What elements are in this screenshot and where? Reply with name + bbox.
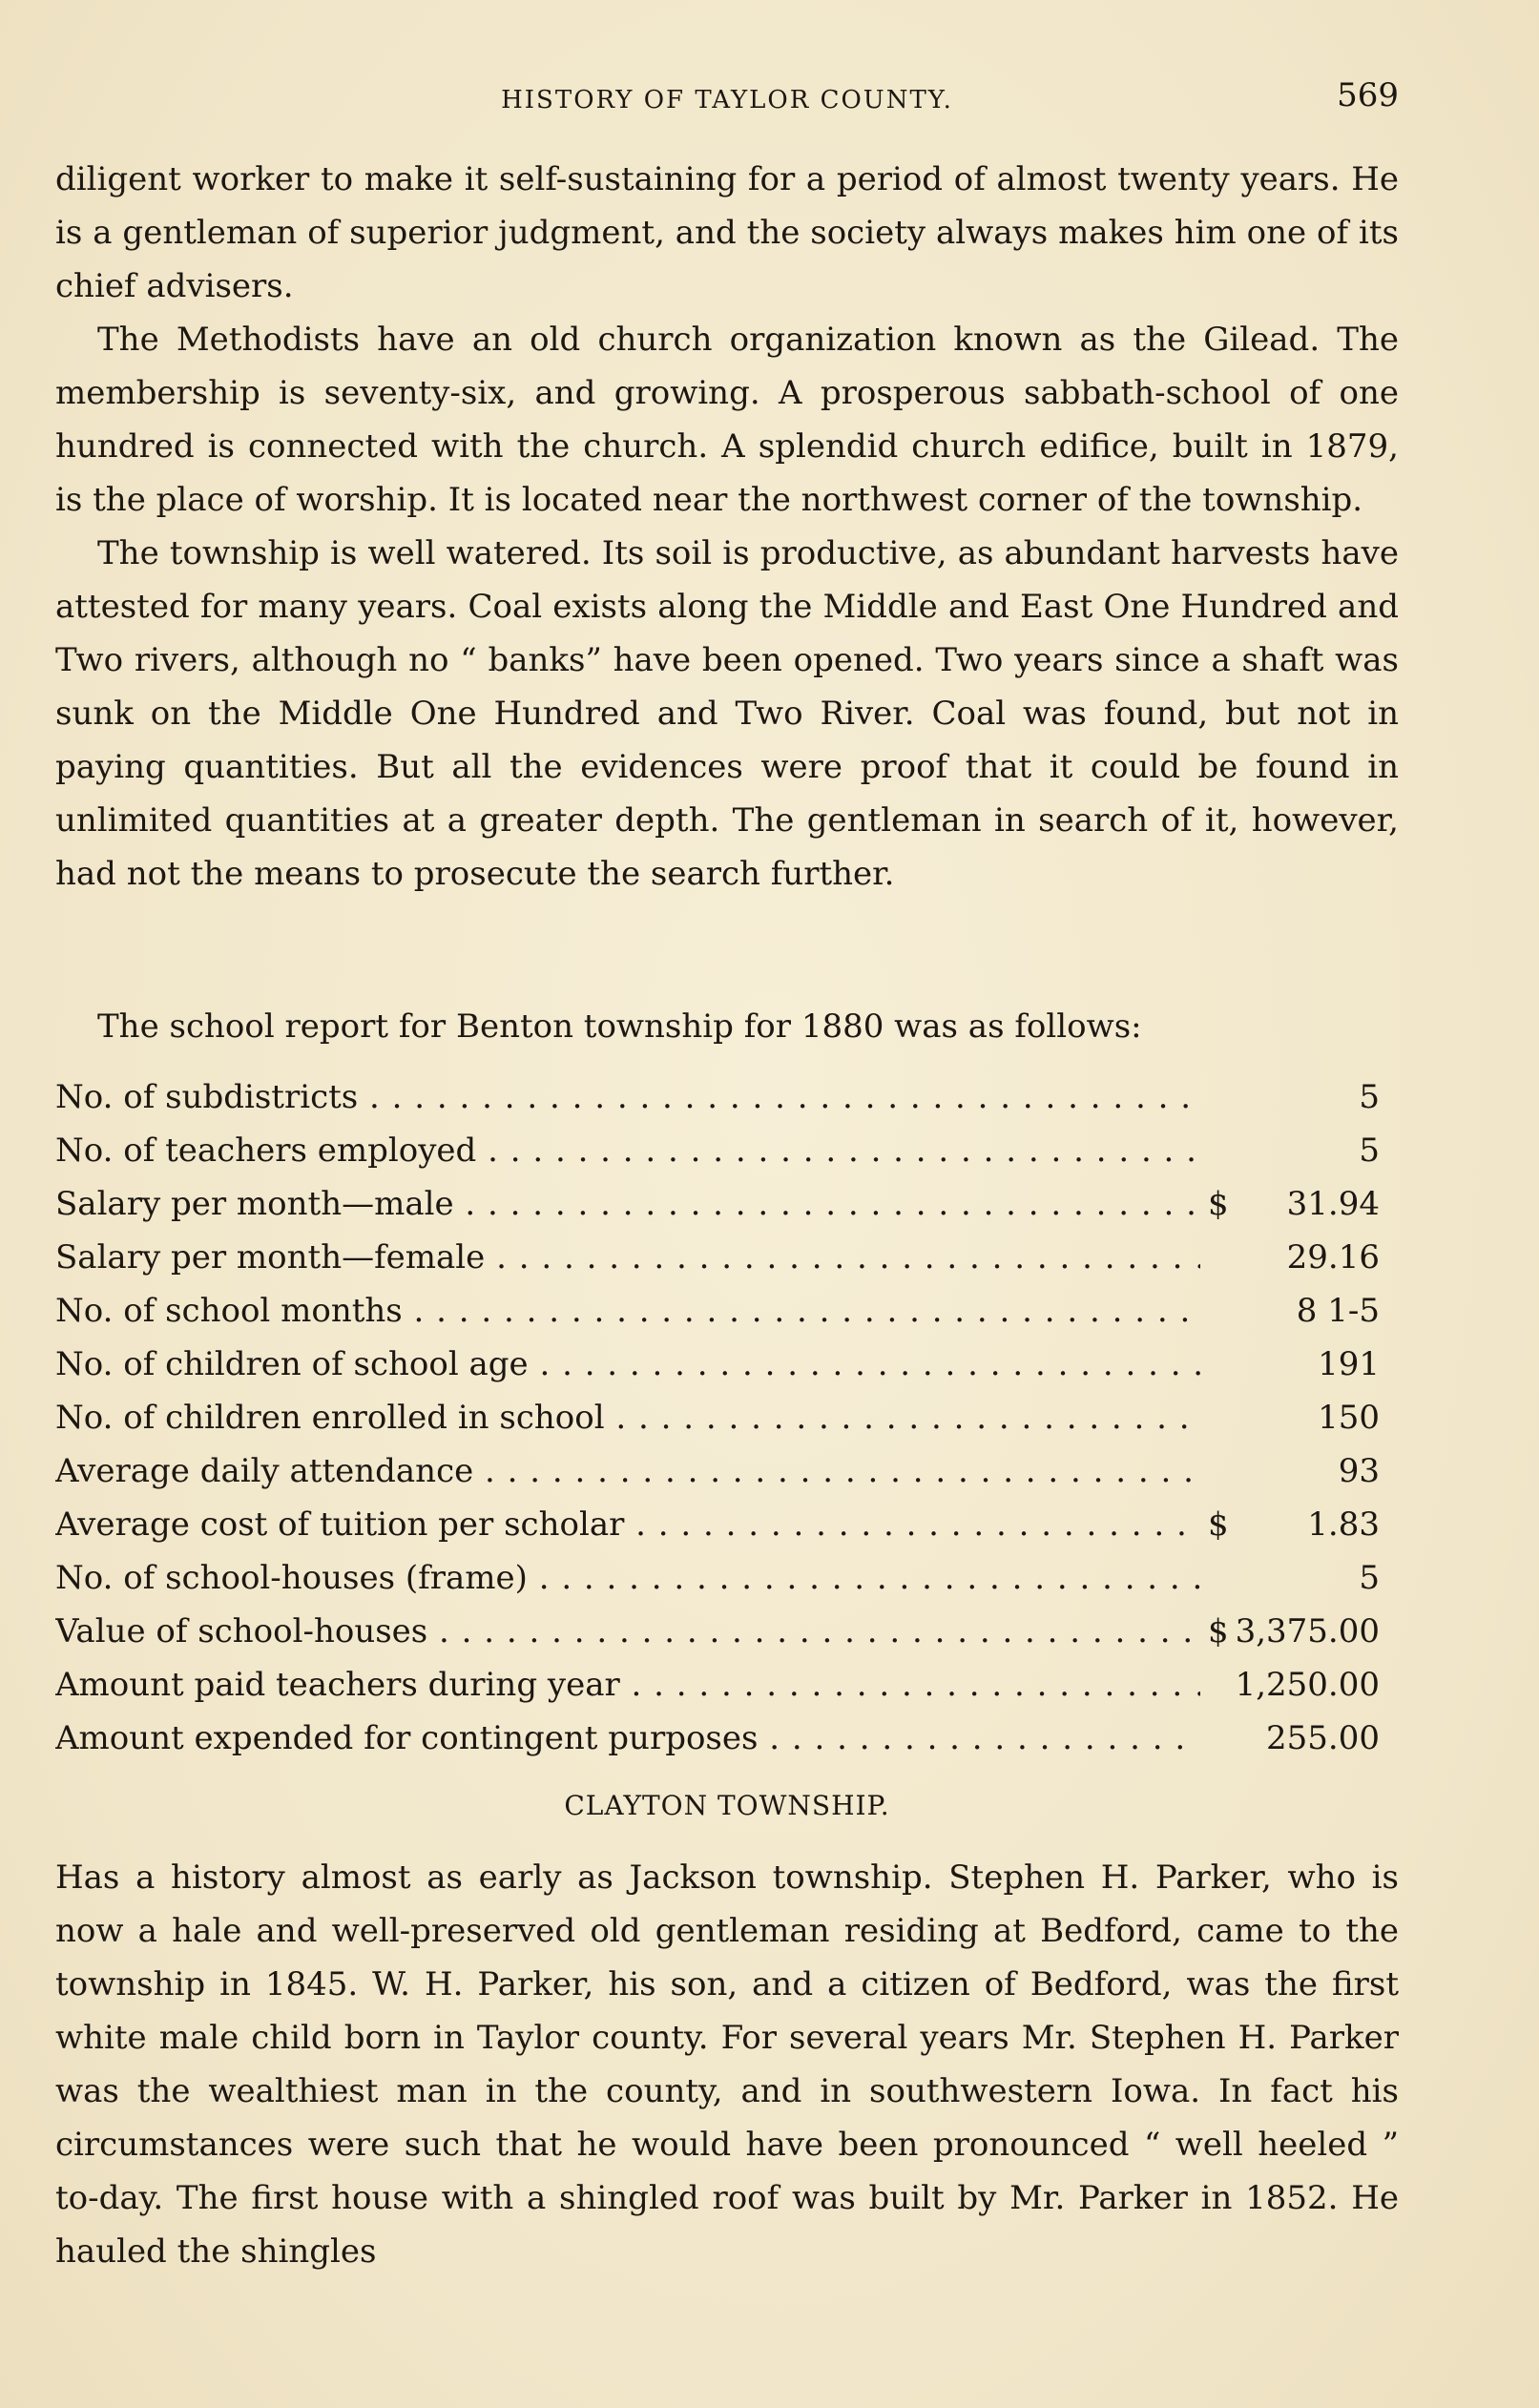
report-row xyxy=(55,1658,1399,1712)
school-report-table xyxy=(55,1070,1399,1765)
school-report-intro: The school report for Benton township for 1880 was as follows: xyxy=(97,1007,1142,1046)
running-title: HISTORY OF TAYLOR COUNTY. xyxy=(501,86,953,114)
report-row-value: 93 xyxy=(1338,1452,1380,1490)
report-row-currency: $ xyxy=(1208,1185,1229,1223)
report-row-label: Amount expended for contingent purposes . . . xyxy=(55,1712,1200,1765)
report-row xyxy=(55,1177,1399,1231)
paragraph-continuation: diligent worker to make it self-sustaining for a period of almost twenty years. He is a gentleman of superior judgment, and the society always makes him one of its chief advisers. xyxy=(55,160,1399,305)
paragraph-methodists: The Methodists have an old church organization known as the Gilead. The membership is seventy-six, and growing. A prosperous sabbath-school of one hundred is connected with the church. A splendid church edifice, built in 1879, is the place of worship. It is located near the northwest corner of the township. xyxy=(55,321,1399,519)
report-row xyxy=(55,1070,1399,1124)
report-row-label: No. of teachers employed . . . xyxy=(55,1124,1200,1177)
report-row xyxy=(55,1605,1399,1658)
report-row-value: 3,375.00 xyxy=(1235,1612,1380,1650)
report-row-label: No. of children enrolled in school . . . xyxy=(55,1391,1200,1444)
report-row xyxy=(55,1498,1399,1551)
report-row-label: Average daily attendance . . . xyxy=(55,1444,1200,1498)
page-number: 569 xyxy=(1337,76,1399,114)
report-row-label: Salary per month—male . . . xyxy=(55,1177,1200,1231)
paragraph-clayton-history: Has a history almost as early as Jackson township. Stephen H. Parker, who is now a hale and well-preserved old gentleman residing at Bedford, came to the township in 1845. W. H. Parker, his son, and a citizen of Bedford, was the first white male child born in Taylor county. For several years Mr. Stephen H. Parker was the wealthiest man in the county, and in southwestern Iowa. In fact his circumstances were such that he would have been pronounced “ well heeled ” to-day. The first house with a shingled roof was built by Mr. Parker in 1852. He hauled the shingles xyxy=(55,1858,1399,2271)
school-report-intro-block xyxy=(55,1000,1399,1053)
report-row-label: No. of school-houses (frame) . . . xyxy=(55,1551,1200,1605)
report-row-value: 5 xyxy=(1359,1559,1380,1597)
report-row-label: Average cost of tuition per scholar . . . xyxy=(55,1498,1200,1551)
clayton-text-block xyxy=(55,1851,1399,2278)
report-row-value: 8 1-5 xyxy=(1296,1292,1380,1330)
report-row-label: No. of school months . . . xyxy=(55,1284,1200,1338)
report-row-value: 150 xyxy=(1318,1399,1380,1437)
report-row-value: 255.00 xyxy=(1266,1719,1380,1757)
report-row-value: 1,250.00 xyxy=(1235,1666,1380,1704)
paragraph-township-water: The township is well watered. Its soil is productive, as abundant harvests have attested for many years. Coal exists along the Middle and East One Hundred and Two rivers, although no “ banks” have been opened. Two years since a shaft was sunk on the Middle One Hundred and Two River. Coal was found, but not in paying quantities. But all the evidences were proof that it could be found in unlimited quantities at a greater depth. The gentleman in search of it, however, had not the means to prosecute the search further. xyxy=(55,534,1399,893)
report-row-label: Value of school-houses . . . xyxy=(55,1605,1200,1658)
report-row-value: 29.16 xyxy=(1286,1238,1380,1277)
report-row xyxy=(55,1712,1399,1765)
report-row xyxy=(55,1124,1399,1177)
report-row xyxy=(55,1231,1399,1284)
report-row-label: Amount paid teachers during year . . . xyxy=(55,1658,1200,1712)
report-row-value: 5 xyxy=(1359,1078,1380,1116)
report-row xyxy=(55,1444,1399,1498)
report-row-value: 1.83 xyxy=(1307,1505,1380,1544)
report-row xyxy=(55,1551,1399,1605)
report-row-value: 191 xyxy=(1318,1345,1380,1383)
report-row xyxy=(55,1391,1399,1444)
report-row-label: No. of children of school age . . . xyxy=(55,1338,1200,1391)
report-row xyxy=(55,1284,1399,1338)
section-heading-clayton: CLAYTON TOWNSHIP. xyxy=(564,1790,890,1821)
report-row-value: 31.94 xyxy=(1286,1185,1380,1223)
report-row-currency: $ xyxy=(1208,1505,1229,1544)
report-row-value: 5 xyxy=(1359,1131,1380,1170)
report-row-currency: $ xyxy=(1208,1612,1229,1650)
report-row-label: No. of subdistricts . . . xyxy=(55,1070,1200,1124)
running-header xyxy=(55,76,1399,124)
top-text-block xyxy=(55,153,1399,901)
report-row xyxy=(55,1338,1399,1391)
report-row-label: Salary per month—female . . . xyxy=(55,1231,1200,1284)
